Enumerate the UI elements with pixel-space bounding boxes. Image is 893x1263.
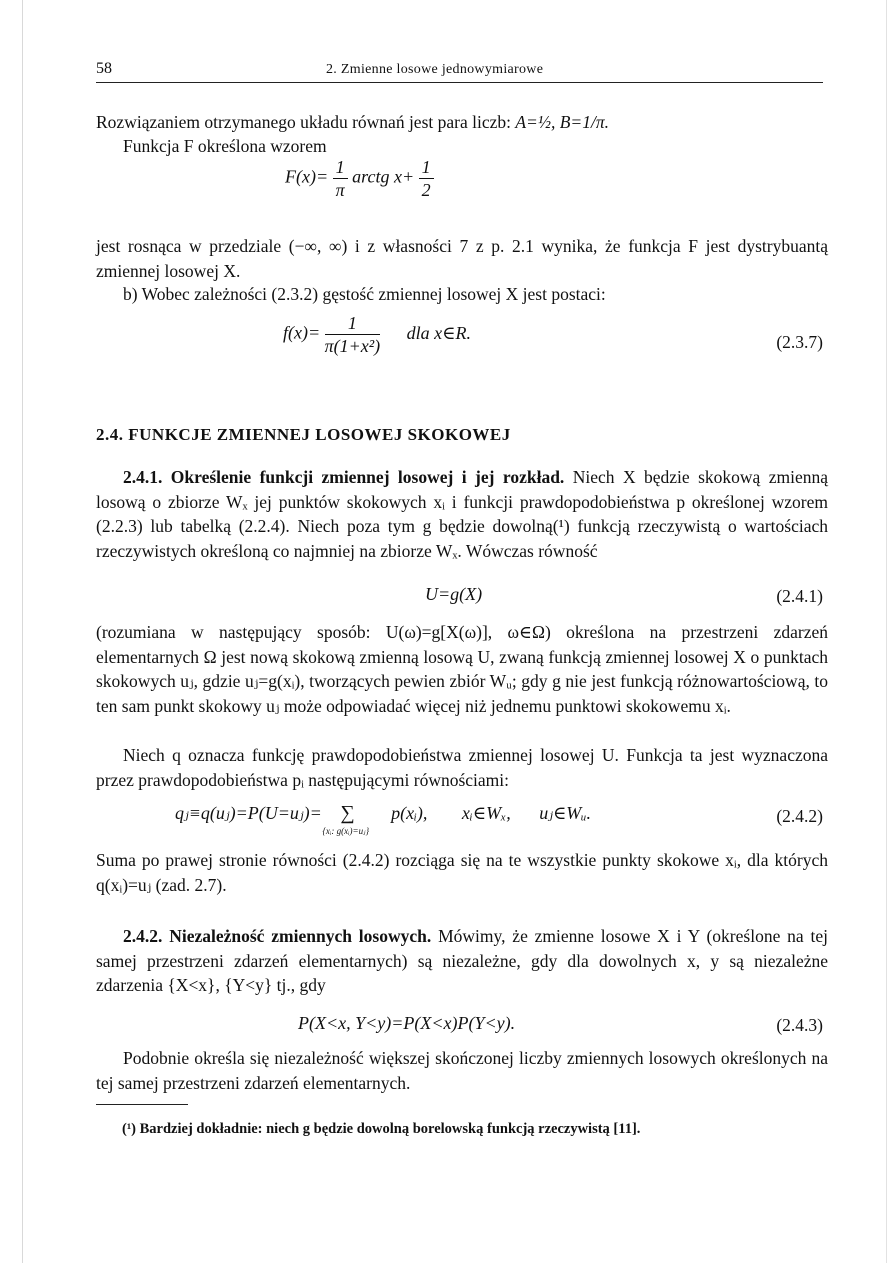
footnote-separator (96, 1104, 188, 1105)
equation-number-2-4-2: (2.4.2) (776, 806, 823, 826)
paragraph-increasing: jest rosnąca w przedziale (−∞, ∞) i z własności 7 z p. 2.1 wynika, że funkcja F jest dystrybuantą zmiennej losowej X. (96, 236, 828, 281)
equation-F: F(x)= $\frac{1}{\pi}$ arctg x+ $\frac{1}{2}$ (285, 156, 434, 201)
equation-number-2-4-3: (2.4.3) (776, 1015, 823, 1035)
running-title: 2. Zmienne losowe jednowymiarowe (326, 62, 544, 77)
paragraph-sum: Suma po prawej stronie równości (2.4.2) rozciąga się na te wszystkie punkty skokowe xᵢ, dla których q(xᵢ)=uⱼ (zad. 2.7). (96, 850, 828, 895)
paragraph-density: b) Wobec zależności (2.3.2) gęstość zmiennej losowej X jest postaci: (123, 284, 606, 304)
page-number: 58 (96, 60, 112, 77)
footnote: (¹) Bardziej dokładnie: niech g będzie dowolną borelowską funkcją rzeczywistą [11]. (122, 1121, 641, 1137)
paragraph-function-f: Funkcja F określona wzorem (123, 136, 327, 156)
equation-number-2-4-1: (2.4.1) (776, 586, 823, 606)
subsection-2-4-2: 2.4.2. Niezależność zmiennych losowych. Mówimy, że zmienne losowe X i Y (określone na tej samej przestrzeni zdarzeń elementarnych) są niezależne, gdy dla dowolnych x, y są niezależne zdarzenia {X<x}, {Y<y} tj., gdy (96, 926, 829, 995)
solution-values: A=½, B=1/π. (515, 112, 609, 132)
scan-edge-right (886, 0, 887, 1263)
subsection-2-4-1: 2.4.1. Określenie funkcji zmiennej losowej i jej rozkład. Niech X będzie skokową zmienną losową o zbiorze Wₓ jej punktów skokowych xᵢ i funkcji prawdopodobieństwa p określonej wzorem (2.2.3) lub tabelką (2.2.4). Niech poza tym g będzie dowolną(¹) funkcją rzeczywistą o wartościach rzeczywistych określoną co najmniej na zbiorze Wₓ. Wówczas równość (96, 467, 828, 561)
fraction-1-over-2: $\frac{1}{2}$ (419, 156, 434, 201)
paragraph-solution: Rozwiązaniem otrzymanego układu równań jest para liczb: A=½, B=1/π. (96, 112, 609, 132)
paragraph-probability: Niech q oznacza funkcję prawdopodobieństwa zmiennej losowej U. Funkcja ta jest wyznaczona przez prawdopodobieństwa pᵢ następującymi równościami: (96, 745, 828, 790)
summation-index: {xᵢ: g(xᵢ)=uⱼ} (322, 826, 370, 836)
equation-number-2-3-7: (2.3.7) (776, 332, 823, 352)
fraction-density: $\frac{1}{\text{π(1+x²)}}$ (324, 313, 381, 356)
section-title: 2.4. FUNKCJE ZMIENNEJ LOSOWEJ SKOKOWEJ (96, 425, 511, 444)
paragraph-independence: Podobnie określa się niezależność większej skończonej liczby zmiennych losowych określonych na tej samej przestrzeni zdarzeń elementarnych. (96, 1048, 828, 1093)
equation-P: P(X<x, Y<y)=P(X<x)P(Y<y). (298, 1013, 516, 1033)
page-header (96, 60, 823, 83)
summation: ∑ {xᵢ: g(xᵢ)=uⱼ} (322, 802, 370, 836)
paragraph-definition: (rozumiana w następujący sposób: U(ω)=g[X(ω)], ω∈Ω) określona na przestrzeni zdarzeń elementarnych Ω jest nową skokową zmienną losową U, zwaną funkcją zmiennej losowej X o punktach skokowych uⱼ, gdzie uⱼ=g(xᵢ), tworzących pewien zbiór Wᵤ; gdy g nie jest funkcją różnowartościową, to ten sam punkt skokowy uⱼ może odpowiadać więcej niż jednemu punktowi skokowemu xᵢ. (96, 622, 828, 716)
scan-edge-left (22, 0, 23, 1263)
subsection-2-4-2-heading: 2.4.2. Niezależność zmiennych losowych. (123, 926, 432, 946)
equation-f: f(x)= $\frac{1}{\text{π(1+x²)}}$ dla x∈R. (283, 313, 471, 356)
subsection-2-4-1-heading: 2.4.1. Określenie funkcji zmiennej losowej i jej rozkład. (123, 467, 565, 487)
equation-q: qⱼ≡q(uⱼ)=P(U=uⱼ)= ∑ {xᵢ: g(xᵢ)=uⱼ} p(xᵢ), xᵢ∈Wₓ, uⱼ∈Wᵤ. (175, 802, 592, 836)
fraction-1-over-pi: $\frac{1}{\pi}$ (333, 156, 348, 201)
equation-U: U=g(X) (425, 584, 483, 604)
